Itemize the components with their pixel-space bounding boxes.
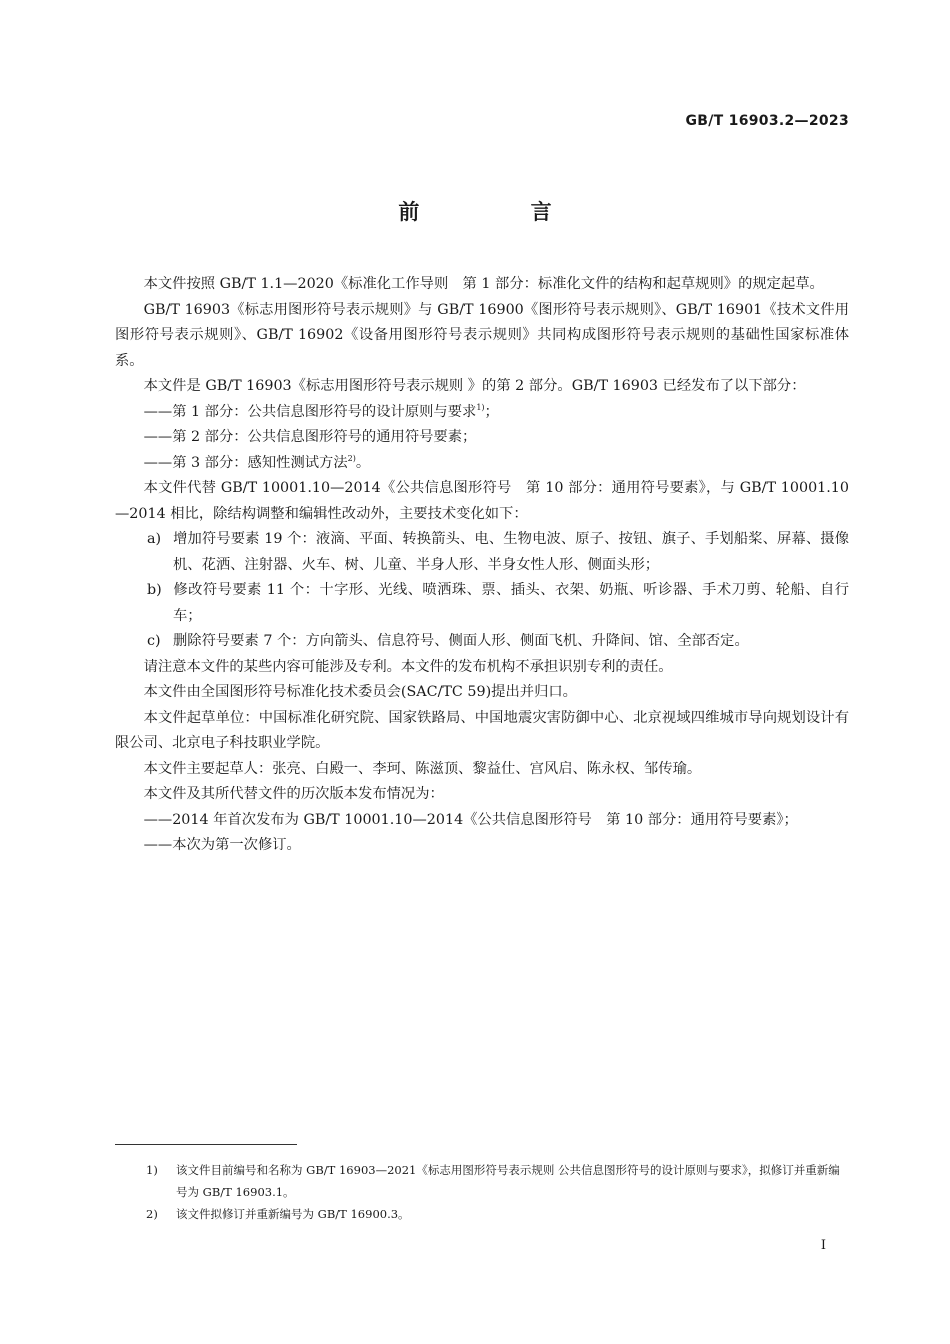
paragraph-part-info: 本文件是 GB/T 16903《标志用图形符号表示规则 》的第 2 部分。GB/T 16903 已经发布了以下部分： [143,378,806,394]
footnote-2: 2) 该文件拟修订并重新编号为 GB/T 16900.3。 [146,1207,410,1221]
paragraph-drafting-units: 本文件起草单位：中国标准化研究院、国家铁路局、中国地震灾害防御中心、北京视域四维城市导向规划设计有限公司、北京电子科技职业学院。 [115,709,849,751]
footnote-divider [115,1144,297,1145]
footnote-ref-1: 1) [476,402,485,412]
paragraph-committee: 本文件由全国图形符号标准化技术委员会(SAC/TC 59)提出并归口。 [143,684,577,700]
history-item-1: ——2014 年首次发布为 GB/T 10001.10—2014《公共信息图形符号 第 10 部分：通用符号要素》； [143,811,798,828]
change-item-a: a) 增加符号要素 19 个：液滴、平面、转换箭头、电、生物电波、原子、按钮、旗子、手划船桨、屏幕、摄像机、花洒、注射器、火车、树、儿童、半身人形、半身女性人形、侧面头形； [147,531,849,573]
part-item-2: ——第 2 部分：公共信息图形符号的通用符号要素； [143,429,477,445]
page-title: 前 言 [398,200,604,224]
change-item-c: c) 删除符号要素 7 个：方向箭头、信息符号、侧面人形、侧面飞机、升降间、馆、全部否定。 [147,633,749,649]
part-item-3: ——第 3 部分：感知性测试方法$^{2)}$。 [143,453,371,471]
footnote-ref-2: 2) [347,453,356,463]
paragraph-replacement: 本文件代替 GB/T 10001.10—2014《公共信息图形符号 第 10 部分：通用符号要素》，与 GB/T 10001.10—2014 相比，除结构调整和编辑性改动外，主要技术变化如下： [115,480,849,522]
change-item-b: b) 修改符号要素 11 个：十字形、光线、喷洒珠、票、插头、衣架、奶瓶、听诊器、手术刀剪、轮船、自行车； [147,582,849,624]
paragraph-drafting-rules: 本文件按照 GB/T 1.1—2020《标准化工作导则 第 1 部分：标准化文件的结构和起草规则》的规定起草。 [143,276,824,292]
part-item-1: ——第 1 部分：公共信息图形符号的设计原则与要求$^{1)}$； [143,402,499,420]
page-number: Ⅰ [820,1238,826,1253]
document-body [115,272,849,859]
standard-code: GB/T 16903.2—2023 [685,113,849,129]
history-item-2: ——本次为第一次修订。 [143,837,301,853]
paragraph-drafters: 本文件主要起草人：张亮、白殿一、李珂、陈滋顶、黎益仕、宫风启、陈永权、邹传瑜。 [143,760,702,777]
footnotes [146,1159,849,1225]
paragraph-patent-notice: 请注意本文件的某些内容可能涉及专利。本文件的发布机构不承担识别专利的责任。 [143,658,673,675]
paragraph-history: 本文件及其所代替文件的历次版本发布情况为： [143,786,444,802]
footnote-1: 1) 该文件目前编号和名称为 GB/T 16903—2021《标志用图形符号表示规则 公共信息图形符号的设计原则与要求》，拟修订并重新编号为 GB/T 16903.1。 [146,1163,840,1199]
paragraph-standard-system: GB/T 16903《标志用图形符号表示规则》与 GB/T 16900《图形符号表示规则》、GB/T 16901《技术文件用图形符号表示规则》、GB/T 16902《设备用图形符号表示规则》共同构成图形符号表示规则的基础性国家标准体系。 [115,301,849,369]
